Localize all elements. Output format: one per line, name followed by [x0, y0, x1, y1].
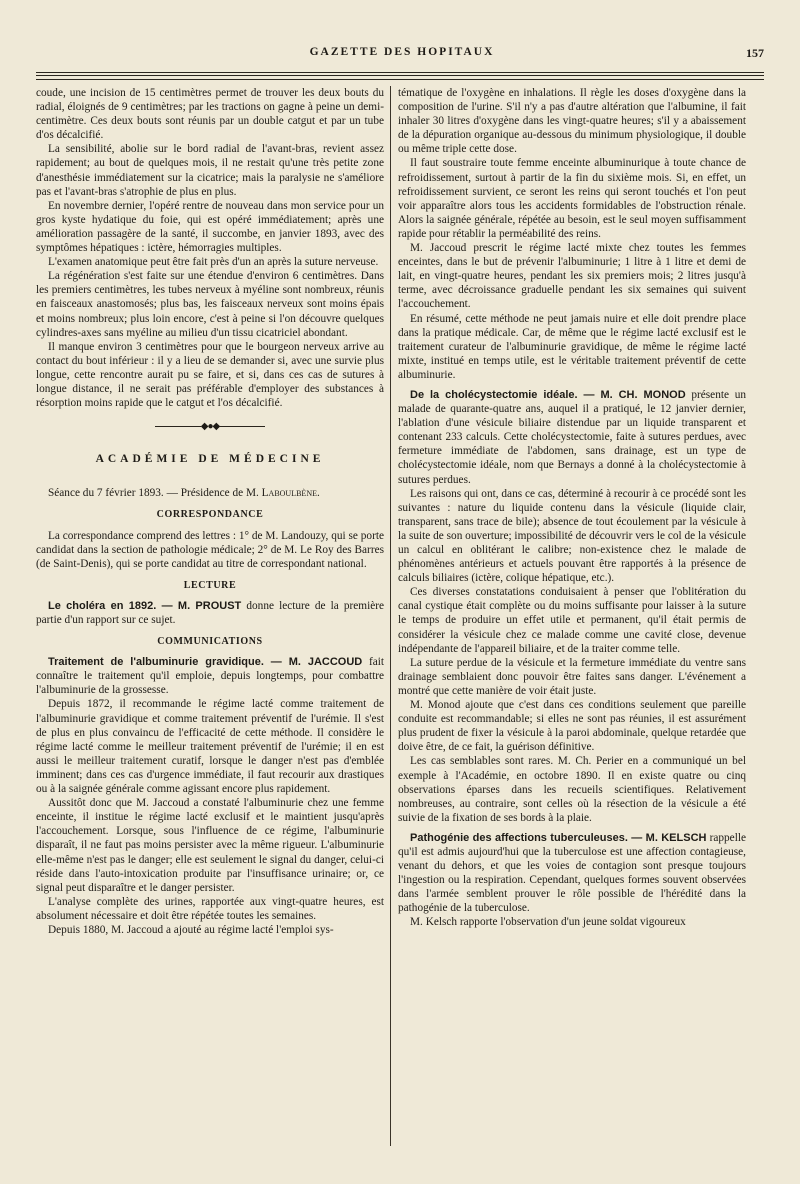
column-divider: [390, 86, 391, 1146]
paragraph: L'analyse complète des urines, rapportée aux vingt-quatre heures, est absolument nécessaire et doit être répétée toutes les semaines.: [36, 895, 384, 922]
paragraph: M. Jaccoud prescrit le régime lacté mixte chez toutes les femmes enceintes, dans le but de prévenir l'albuminurie; 1 litre à 1 litre et demi de lait, en vingt-quatre heures, pendant les six premiers mois; 2 litres jusqu'à terme, avec décroissance graduelle pendant les six semaines qui suivent l'accouchement.: [398, 242, 746, 311]
paragraph: Depuis 1872, il recommande le régime lacté comme traitement de l'albuminurie gravidique et comme traitement préventif de l'urémie. Il s'est de plus en plus convaincu de l'efficacité de cette méthode. Il considère le régime lacté comme le meilleur traitement préventif de l'urémie; il en est aussi le meilleur traitement curatif, lorsque le danger n'est pas d'emblée imminent; dans ces cas d'urgence immédiate, il faut recourir aux drastiques ou à la saignée générale comme agissant encore plus rapidement.: [36, 698, 384, 796]
subsection-heading: COMMUNICATIONS: [157, 636, 263, 648]
right-column: [398, 86, 746, 930]
paragraph: Ces diverses constatations conduisaient à penser que l'oblitération du canal cystique était complète ou du moins suffisante pour laisser à la suture le temps de produire un effet utile et permanent, qu'il était permis de considérer la vésicule chez ce malade comme une cavité close, devenue indépendante de l'appareil biliaire, et de la traiter comme telle.: [398, 586, 746, 655]
page-header: [40, 46, 764, 66]
header-rule: [36, 75, 764, 76]
paragraph: La sensibilité, abolie sur le bord radial de l'avant-bras, revient assez rapidement; au bout de quelques mois, il ne restait qu'une très petite zone d'anesthésie immédiatement sur la cicatrice; mais la paralysie ne s'améliore pas et l'avant-bras s'atrophie de plus en plus.: [36, 143, 384, 198]
paragraph: Depuis 1880, M. Jaccoud a ajouté au régime lacté l'emploi sys-: [48, 923, 334, 936]
journal-title: GAZETTE DES HOPITAUX: [309, 46, 495, 58]
section-heading: ACADÉMIE DE MÉDECINE: [95, 453, 325, 466]
paragraph: En résumé, cette méthode ne peut jamais nuire et elle doit prendre place dans la pratique médicale. Car, de même que le régime lacté exclusif est le traitement curateur de l'albuminurie gravidique, de même le régime lacté mixte, institué en temps utile, est le véritable traitement préventif de cette albuminurie.: [398, 312, 746, 381]
page-number: 157: [746, 46, 764, 60]
article-lead: De la cholécystectomie idéale. — M. CH. MONOD présente un malade de quarante-quatre ans, auquel il a pratiqué, le 12 janvier dernier, l'ablation d'une vésicule biliaire distendue par un liquide transparent et contenant 233 calculs. Cette cholécystectomie, faite à sutures perdues, avec fermeture immédiate de l'abdomen, sans drainage, est un type de cholécystectomie idéale, nom que Bernays a donné à la cholécystectomie à sutures perdues.: [398, 388, 746, 486]
paragraph: Il faut soustraire toute femme enceinte albuminurique à toute chance de refroidissement, surtout à partir de la fin du sixième mois. Si, en effet, un refroidissement survient, ce seront les reins qui seront touchés et l'on peut voir apparaître alors tous les accidents formidables de l'obstruction rénale. Alors la saignée générale, répétée au besoin, est le seul moyen suffisamment rapide pour rétablir la perméabilité des reins.: [398, 157, 746, 240]
paragraph: La correspondance comprend des lettres : 1° de M. Landouzy, qui se porte candidat dans la section de pathologie médicale; 2° de M. Le Roy des Barres (de Saint-Denis), qui se porte candidat au titre de correspondant national.: [36, 529, 384, 570]
session-line: Séance du 7 février 1893. — Présidence de M. Laboulbène.: [48, 487, 320, 500]
paragraph: Il manque environ 3 centimètres pour que le bourgeon nerveux arrive au contact du bout inférieur : il y a lieu de se demander si, avec une survie plus longue, cette rencontre aurait pu se faire, et si, dans ces cas de sutures à longue distance, il ne serait pas préférable d'employer des substances à résorption moins rapide que le catgut et l'os décalcifié.: [36, 340, 384, 410]
subsection-heading: CORRESPONDANCE: [156, 509, 264, 521]
paragraph: L'examen anatomique peut être fait près d'un an après la suture nerveuse.: [48, 256, 379, 269]
paragraph: La régénération s'est faite sur une étendue d'environ 6 centimètres. Dans les premiers centimètres, les tubes nerveux à myéline sont nombreux, réunis en faisceaux anastomosés; plus bas, les faisceaux nerveux sont moins épais et moins nombreux; plus loin encore, c'est à peine si l'on découvre quelques cylindres-axes sans myéline au milieu d'un tissu cicatriciel abondant.: [36, 270, 384, 339]
subsection-heading: LECTURE: [183, 579, 237, 591]
article-lead: Le choléra en 1892. — M. PROUST donne lecture de la première partie d'un rapport sur ce sujet.: [36, 599, 384, 626]
left-column: [36, 86, 384, 937]
paragraph: M. Kelsch rapporte l'observation d'un jeune soldat vigoureux: [410, 916, 686, 929]
paragraph: tématique de l'oxygène en inhalations. Il règle les doses d'oxygène dans la composition de l'urine. S'il n'y a pas d'autre altération que l'albumine, il fait inhaler 30 litres d'oxygène dans les vingt-quatre heures; s'il y a abaissement de la dépuration organique au-dessous du minimum physiologique, il double ou même triple cette dose.: [398, 87, 746, 156]
header-rule: [36, 79, 764, 80]
paragraph: En novembre dernier, l'opéré rentre de nouveau dans mon service pour un gros kyste hydatique du foie, qui est opéré immédiatement; après une amélioration passagère de la santé, il succombe, en janvier 1893, avec des symptômes hépatiques : ictère, hémorragies multiples.: [36, 199, 384, 255]
paragraph: Aussitôt donc que M. Jaccoud a constaté l'albuminurie chez une femme enceinte, il institue le régime lacté exclusif et le maintient jusqu'après l'accouchement. Lorsque, sous l'influence de ce régime, l'albuminurie disparaît, il ne faut pas moins persister avec la même rigueur. L'albuminurie elle-même n'est pas le danger; elle est seulement le signal du danger, celui-ci réside dans l'auto-intoxication produite par l'insuffisance urinaire; or, ce signal peut disparaître et le danger persister.: [36, 797, 384, 894]
ornament-divider: ◆●◆: [36, 420, 384, 434]
paragraph: coude, une incision de 15 centimètres permet de trouver les deux bouts du radial, éloignés de 9 centimètres; par les tractions on gagne à peine un demi-centimètre. Ces deux bouts sont réunis par un double catgut et par un tube d'os décalcifié.: [36, 87, 384, 142]
paragraph: M. Monod ajoute que c'est dans ces conditions seulement que pareille conduite est recommandable; si elles ne sont pas réunies, il est assurément plus prudent de fixer la vésicule à la paroi abdominale, quelque retardée que doive être, de ce fait, la guérison définitive.: [398, 699, 746, 754]
paragraph: La suture perdue de la vésicule et la fermeture immédiate du ventre sans drainage semblaient donc pouvoir être faites sans danger. L'événement a montré que cette manière de voir était juste.: [398, 656, 746, 697]
paragraph: Les raisons qui ont, dans ce cas, déterminé à recourir à ce procédé sont les suivantes : nature du liquide contenu dans la vésicule (liquide clair, transparent, sans trace de bile); absence de tout écoulement par la vésicule à la suite de son ouverture; impossibilité de découvrir vers le col de la vésicule un calcul en oblitérant le calibre; non-existence chez le malade de phénomènes antérieurs et actuels pouvant être rapportés à la présence de calculs biliaires (ictère, colique hépatique, etc.).: [398, 487, 746, 585]
article-lead: Pathogénie des affections tuberculeuses. — M. KELSCH rappelle qu'il est admis aujourd'hui que la tuberculose est une affection contagieuse, venant du dehors, et que les voies de contagion sont presque toujours l'ingestion ou la respiration. Cependant, quelques formes souvent observées dans l'armée semblent prouver le rôle possible de l'hérédité dans la pathogénie de la tuberculose.: [398, 831, 746, 915]
header-rule: [36, 72, 764, 73]
article-lead: Traitement de l'albuminurie gravidique. — M. JACCOUD fait connaître le traitement qu'il emploie, depuis longtemps, pour combattre l'albuminurie de la grossesse.: [36, 656, 385, 697]
paragraph: Les cas semblables sont rares. M. Ch. Perier en a communiqué un bel exemple à l'Académie, en octobre 1890. Il en existe quatre ou cinq observations éparses dans les recueils scientifiques. Relativement nombreuses, au contraire, sont celles où la résection de la vésicule a été suivie de la fixation de ses bords à la plaie.: [398, 755, 746, 824]
